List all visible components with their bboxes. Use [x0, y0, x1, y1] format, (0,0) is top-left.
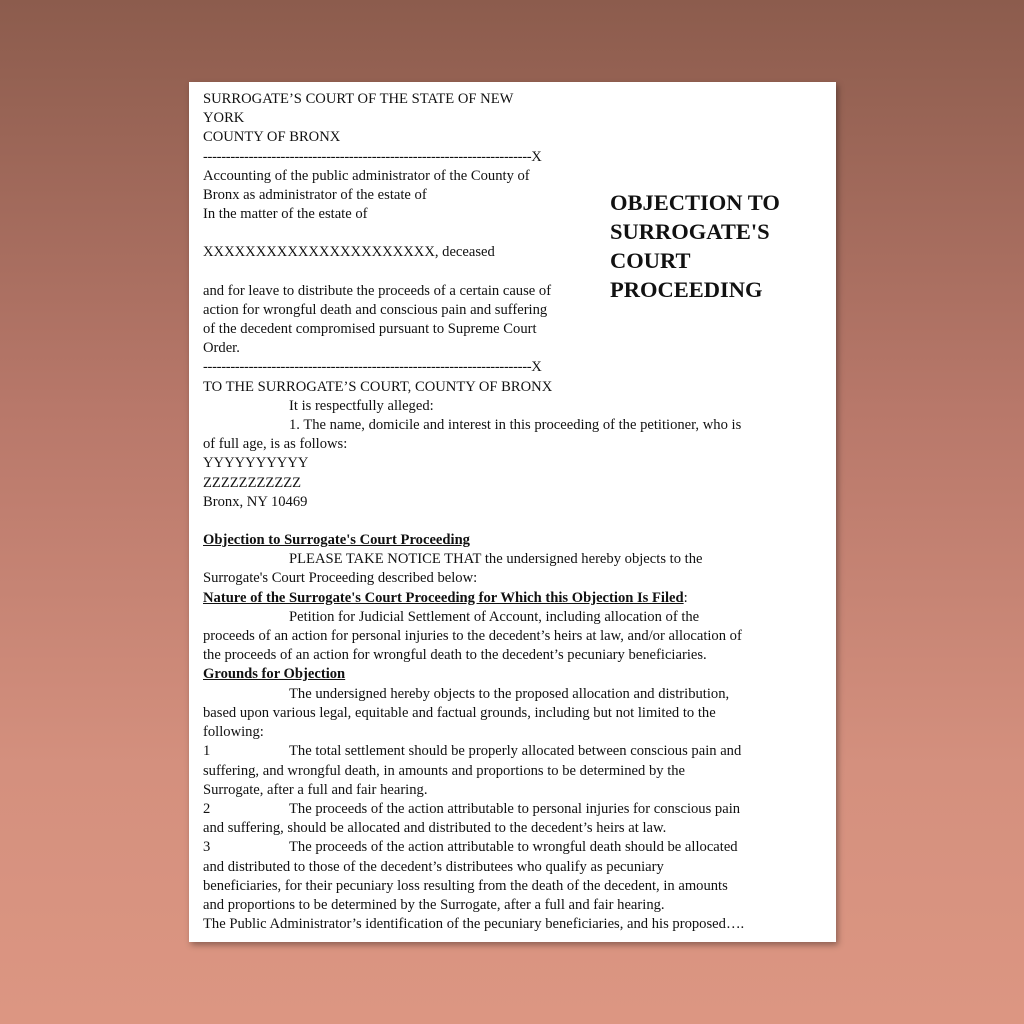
objection-heading: Objection to Surrogate's Court Proceeding	[203, 532, 470, 549]
item3-line2: and distributed to those of the decedent’s distributees who qualify as pecuniary	[203, 858, 664, 875]
case-caption	[203, 90, 598, 378]
nature-heading-row	[203, 589, 803, 608]
paragraph1-line2: of full age, is as follows:	[203, 436, 348, 453]
nature-line3: the proceeds of an action for wrongful death to the decedent’s pecuniary beneficiaries.	[203, 647, 707, 664]
title-line1: OBJECTION TO	[610, 190, 780, 215]
court-name-line1: SURROGATE’S COURT OF THE STATE OF NEW	[203, 91, 514, 107]
nature-heading-colon: :	[683, 589, 688, 606]
nature-heading: Nature of the Surrogate's Court Proceeding for Which this Objection Is Filed	[203, 589, 684, 606]
item1-number: 1	[203, 743, 211, 760]
notice-line1: PLEASE TAKE NOTICE THAT the undersigned hereby objects to the	[289, 551, 703, 568]
caption-separator-top: ------------------------------------------------------------------------X	[203, 148, 542, 165]
item2-number: 2	[203, 800, 211, 817]
leave-line1: and for leave to distribute the proceeds of a certain cause of	[203, 282, 552, 299]
item2-text: The proceeds of the action attributable to personal injuries for conscious pain	[289, 800, 741, 817]
address-line: TO THE SURROGATE’S COURT, COUNTY OF BRONX	[203, 378, 553, 395]
closing-line: The Public Administrator’s identification of the pecuniary beneficiaries, and his proposed….	[203, 916, 745, 933]
leave-line2: action for wrongful death and conscious pain and suffering	[203, 301, 548, 318]
item3-number: 3	[203, 839, 211, 856]
nature-line2: proceeds of an action for personal injuries to the decedent’s heirs at law, and/or allocation of	[203, 628, 742, 645]
spacer	[203, 263, 598, 282]
item1-line3: Surrogate, after a full and fair hearing.	[203, 781, 428, 798]
item1-line1	[203, 742, 803, 761]
caption-separator-bottom: ------------------------------------------------------------------------X	[203, 359, 542, 376]
item1-text: The total settlement should be properly allocated between conscious pain and	[289, 743, 742, 760]
spacer	[203, 224, 598, 243]
grounds-line1: The undersigned hereby objects to the proposed allocation and distribution,	[289, 685, 730, 702]
matter-line: In the matter of the estate of	[203, 206, 368, 223]
item3-line4: and proportions to be determined by the Surrogate, after a full and fair hearing.	[203, 896, 665, 913]
document-page	[189, 82, 836, 942]
petitioner-name: YYYYYYYYYY	[203, 455, 309, 472]
deceased-line: XXXXXXXXXXXXXXXXXXXXXX, deceased	[203, 244, 495, 261]
notice-line2: Surrogate's Court Proceeding described below:	[203, 570, 478, 587]
grounds-line3: following:	[203, 724, 264, 741]
title-line3: COURT	[610, 248, 691, 273]
item3-line3: beneficiaries, for their pecuniary loss resulting from the death of the decedent, in amounts	[203, 877, 728, 894]
item3-text: The proceeds of the action attributable to wrongful death should be allocated	[289, 839, 738, 856]
leave-line4: Order.	[203, 340, 240, 357]
paragraph1-line1: 1. The name, domicile and interest in this proceeding of the petitioner, who is	[289, 417, 742, 434]
item2-line2: and suffering, should be allocated and distributed to the decedent’s heirs at law.	[203, 820, 667, 837]
spacer	[203, 512, 803, 531]
county-name: COUNTY OF BRONX	[203, 129, 341, 146]
title-line2: SURROGATE'S	[610, 219, 770, 244]
title-line4: PROCEEDING	[610, 277, 763, 302]
grounds-line2: based upon various legal, equitable and factual grounds, including but not limited to the	[203, 704, 716, 721]
document-title	[610, 188, 810, 304]
item1-line2: suffering, and wrongful death, in amounts and proportions to be determined by the	[203, 762, 686, 779]
petitioner-street: ZZZZZZZZZZZ	[203, 474, 302, 491]
item2-line1	[203, 800, 803, 819]
grounds-heading: Grounds for Objection	[203, 666, 346, 683]
accounting-line2: Bronx as administrator of the estate of	[203, 187, 427, 204]
court-name-line2: YORK	[203, 110, 245, 127]
petitioner-city: Bronx, NY 10469	[203, 493, 308, 510]
item3-line1	[203, 838, 803, 857]
nature-line1: Petition for Judicial Settlement of Account, including allocation of the	[289, 608, 700, 625]
alleged-line: It is respectfully alleged:	[289, 397, 434, 414]
leave-line3: of the decedent compromised pursuant to Supreme Court	[203, 321, 537, 338]
accounting-line1: Accounting of the public administrator of the County of	[203, 167, 530, 184]
